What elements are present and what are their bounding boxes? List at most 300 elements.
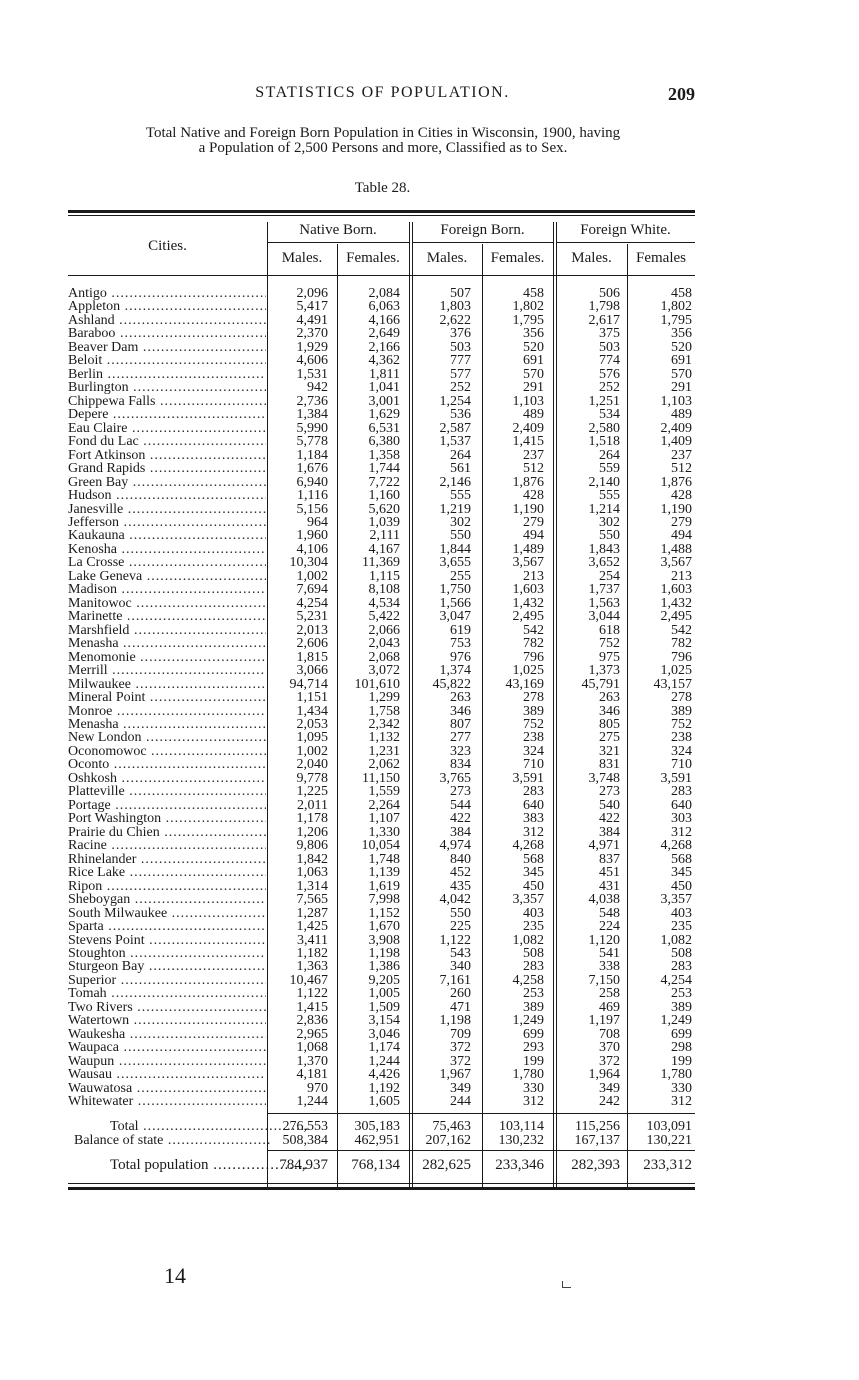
cell: 130,221 bbox=[646, 1133, 692, 1148]
cell: 235 bbox=[523, 919, 544, 935]
cell: 691 bbox=[671, 353, 692, 369]
cell: 4,167 bbox=[368, 541, 400, 557]
cell: 349 bbox=[450, 1080, 471, 1096]
cell: 520 bbox=[671, 339, 692, 355]
cell: 298 bbox=[671, 1040, 692, 1056]
cell: 550 bbox=[450, 528, 471, 544]
table-row bbox=[68, 799, 695, 812]
table-row bbox=[68, 395, 695, 408]
cell: 752 bbox=[599, 636, 620, 652]
cell: 1,795 bbox=[660, 312, 692, 328]
cell: 3,357 bbox=[660, 892, 692, 908]
cell: 1,107 bbox=[368, 811, 400, 827]
cell: 568 bbox=[523, 851, 544, 867]
cell: 1,039 bbox=[368, 514, 400, 530]
cell: 252 bbox=[599, 380, 620, 396]
cell: 312 bbox=[671, 824, 692, 840]
city-name: Milwaukee ..... bbox=[68, 678, 266, 691]
cell: 4,534 bbox=[368, 595, 400, 611]
cell: 1,432 bbox=[660, 595, 692, 611]
cell: 452 bbox=[450, 865, 471, 881]
cell: 1,803 bbox=[439, 299, 471, 315]
cell: 3,154 bbox=[368, 1013, 400, 1029]
cell: 199 bbox=[523, 1053, 544, 1069]
cell: 708 bbox=[599, 1026, 620, 1042]
cell: 303 bbox=[671, 811, 692, 827]
table-row bbox=[68, 731, 695, 744]
cell: 494 bbox=[523, 528, 544, 544]
cell: 1,132 bbox=[368, 730, 400, 746]
caption-line-2: a Population of 2,500 Persons and more, Classified as to Sex. bbox=[198, 140, 568, 156]
table-row bbox=[68, 287, 695, 300]
cell: 264 bbox=[599, 447, 620, 463]
cell: 7,722 bbox=[368, 474, 400, 490]
cell: 293 bbox=[523, 1040, 544, 1056]
header-cities: Cities. bbox=[148, 238, 187, 254]
cell: 4,181 bbox=[296, 1067, 328, 1083]
cell: 3,567 bbox=[512, 555, 544, 571]
table-bottom-rule-thin bbox=[68, 1183, 695, 1184]
cell: 345 bbox=[671, 865, 692, 881]
cell: 3,072 bbox=[368, 663, 400, 679]
print-mark bbox=[562, 1281, 571, 1288]
cell: 278 bbox=[671, 690, 692, 706]
cell: 9,778 bbox=[296, 770, 328, 786]
city-name: Oshkosh ..... bbox=[68, 772, 266, 785]
cell: 422 bbox=[599, 811, 620, 827]
city-name: Tomah ..... bbox=[68, 987, 266, 1000]
city-name: Port Washington ..... bbox=[68, 812, 266, 825]
cell: 2,096 bbox=[296, 286, 328, 301]
running-title: STATISTICS OF POPULATION. bbox=[255, 84, 510, 101]
cell: 233,312 bbox=[643, 1157, 692, 1173]
cell: 4,042 bbox=[439, 892, 471, 908]
cell: 543 bbox=[450, 945, 471, 961]
city-name: Platteville ..... bbox=[68, 785, 266, 798]
cell: 1,005 bbox=[368, 986, 400, 1002]
cell: 540 bbox=[599, 797, 620, 813]
cell: 3,655 bbox=[439, 555, 471, 571]
cell: 1,184 bbox=[296, 447, 328, 463]
cell: 3,567 bbox=[660, 555, 692, 571]
table-row bbox=[68, 960, 695, 973]
cell: 837 bbox=[599, 851, 620, 867]
cell: 6,940 bbox=[296, 474, 328, 490]
cell: 1,603 bbox=[660, 582, 692, 598]
city-name: Janesville ..... bbox=[68, 503, 266, 516]
table-row bbox=[68, 341, 695, 354]
cell: 2,084 bbox=[368, 286, 400, 301]
table-row bbox=[68, 516, 695, 529]
cell: 4,166 bbox=[368, 312, 400, 328]
city-name: Menasha ..... bbox=[68, 637, 266, 650]
table-top-rule bbox=[68, 210, 695, 213]
cell: 5,417 bbox=[296, 299, 328, 315]
table-row bbox=[68, 1055, 695, 1068]
table-top-rule-thin bbox=[68, 215, 695, 216]
table-row bbox=[68, 462, 695, 475]
cell: 1,103 bbox=[512, 393, 544, 409]
cell: 752 bbox=[671, 717, 692, 732]
cell: 1,330 bbox=[368, 824, 400, 840]
cell: 512 bbox=[671, 461, 692, 477]
cell: 1,370 bbox=[296, 1053, 328, 1069]
cell: 6,063 bbox=[368, 299, 400, 315]
city-name: Manitowoc ..... bbox=[68, 597, 266, 610]
cell: 167,137 bbox=[574, 1133, 620, 1148]
cell: 1,415 bbox=[512, 434, 544, 450]
cell: 1,811 bbox=[369, 366, 400, 382]
cell: 389 bbox=[523, 999, 544, 1015]
header-foreign-males: Males. bbox=[426, 250, 468, 266]
cell: 1,249 bbox=[512, 1013, 544, 1029]
cell: 345 bbox=[523, 865, 544, 881]
cell: 4,606 bbox=[296, 353, 328, 369]
cell: 3,765 bbox=[439, 770, 471, 786]
table-row bbox=[68, 705, 695, 718]
total-label: Total ..... bbox=[68, 1120, 308, 1134]
cell: 618 bbox=[599, 622, 620, 638]
table-row bbox=[68, 1134, 695, 1148]
cell: 7,161 bbox=[439, 972, 471, 988]
cell: 4,038 bbox=[588, 892, 620, 908]
cell: 130,232 bbox=[498, 1133, 544, 1148]
cell: 568 bbox=[671, 851, 692, 867]
cell: 2,580 bbox=[588, 420, 620, 436]
cell: 1,095 bbox=[296, 730, 328, 746]
table-row bbox=[68, 920, 695, 933]
cell: 542 bbox=[671, 622, 692, 638]
cell: 375 bbox=[599, 326, 620, 342]
table-title: Table 28. bbox=[354, 180, 411, 196]
cell: 3,044 bbox=[588, 609, 620, 625]
cell: 3,001 bbox=[368, 393, 400, 409]
cell: 1,795 bbox=[512, 312, 544, 328]
table-row bbox=[68, 489, 695, 502]
cell: 2,068 bbox=[368, 649, 400, 665]
cell: 242 bbox=[599, 1094, 620, 1110]
cell: 782 bbox=[671, 636, 692, 652]
cell: 276,553 bbox=[282, 1119, 328, 1134]
cell: 1,386 bbox=[368, 959, 400, 975]
cell: 6,531 bbox=[368, 420, 400, 436]
cell: 273 bbox=[450, 784, 471, 800]
table-row bbox=[68, 812, 695, 825]
city-name: Beaver Dam ..... bbox=[68, 341, 266, 354]
cell: 4,106 bbox=[296, 541, 328, 557]
cell: 255 bbox=[450, 568, 471, 584]
table-row bbox=[68, 529, 695, 542]
table-row bbox=[68, 570, 695, 583]
cell: 640 bbox=[523, 797, 544, 813]
cell: 768,134 bbox=[351, 1157, 400, 1173]
cell: 213 bbox=[523, 568, 544, 584]
cell: 370 bbox=[599, 1040, 620, 1056]
table-row bbox=[68, 772, 695, 785]
table-row bbox=[68, 839, 695, 852]
city-name: Chippewa Falls ..... bbox=[68, 395, 266, 408]
cell: 340 bbox=[450, 959, 471, 975]
cell: 5,620 bbox=[368, 501, 400, 517]
cell: 1,676 bbox=[296, 461, 328, 477]
city-name: Portage ..... bbox=[68, 799, 266, 812]
cell: 372 bbox=[450, 1040, 471, 1056]
cell: 458 bbox=[671, 286, 692, 301]
cell: 235 bbox=[671, 919, 692, 935]
table-row bbox=[68, 624, 695, 637]
cell: 238 bbox=[523, 730, 544, 746]
table-row bbox=[68, 354, 695, 367]
cell: 2,736 bbox=[296, 393, 328, 409]
cell: 805 bbox=[599, 717, 620, 732]
city-name: Lake Geneva ..... bbox=[68, 570, 266, 583]
cell: 1,737 bbox=[588, 582, 620, 598]
cell: 1,225 bbox=[296, 784, 328, 800]
cell: 550 bbox=[450, 905, 471, 921]
cell: 1,251 bbox=[588, 393, 620, 409]
table-row bbox=[68, 947, 695, 960]
table-row bbox=[68, 637, 695, 650]
cell: 3,357 bbox=[512, 892, 544, 908]
cell: 1,537 bbox=[439, 434, 471, 450]
grand-total-block bbox=[68, 1158, 695, 1173]
cell: 7,150 bbox=[588, 972, 620, 988]
cell: 508 bbox=[523, 945, 544, 961]
cell: 11,369 bbox=[362, 555, 400, 571]
cell: 7,565 bbox=[296, 892, 328, 908]
table-row bbox=[68, 597, 695, 610]
cell: 238 bbox=[671, 730, 692, 746]
cell: 1,629 bbox=[368, 407, 400, 423]
cell: 970 bbox=[307, 1080, 328, 1096]
cell: 283 bbox=[671, 959, 692, 975]
city-name: Menomonie ..... bbox=[68, 651, 266, 664]
city-name: Marinette ..... bbox=[68, 610, 266, 623]
cell: 1,249 bbox=[660, 1013, 692, 1029]
cell: 389 bbox=[671, 703, 692, 719]
city-name: Wausau ..... bbox=[68, 1068, 266, 1081]
header-native-born: Native Born. bbox=[299, 222, 377, 238]
table-row bbox=[68, 758, 695, 771]
cell: 450 bbox=[523, 878, 544, 894]
cell: 291 bbox=[523, 380, 544, 396]
cell: 3,908 bbox=[368, 932, 400, 948]
cell: 2,495 bbox=[512, 609, 544, 625]
cell: 555 bbox=[599, 488, 620, 504]
cell: 699 bbox=[671, 1026, 692, 1042]
page-number: 209 bbox=[668, 84, 695, 104]
cell: 2,836 bbox=[296, 1013, 328, 1029]
cell: 1,748 bbox=[368, 851, 400, 867]
city-name: Beloit ..... bbox=[68, 354, 266, 367]
cell: 11,150 bbox=[362, 770, 400, 786]
running-head bbox=[70, 84, 695, 106]
cell: 2,146 bbox=[439, 474, 471, 490]
cell: 1,214 bbox=[588, 501, 620, 517]
cell: 1,082 bbox=[512, 932, 544, 948]
cell: 458 bbox=[523, 286, 544, 301]
cell: 619 bbox=[450, 622, 471, 638]
cell: 1,122 bbox=[439, 932, 471, 948]
city-name: La Crosse ..... bbox=[68, 556, 266, 569]
table-row bbox=[68, 543, 695, 556]
cell: 2,066 bbox=[368, 622, 400, 638]
cell: 5,156 bbox=[296, 501, 328, 517]
cell: 1,287 bbox=[296, 905, 328, 921]
cell: 1,432 bbox=[512, 595, 544, 611]
cell: 559 bbox=[599, 461, 620, 477]
table-row bbox=[68, 503, 695, 516]
cell: 753 bbox=[450, 636, 471, 652]
city-name: Stoughton ..... bbox=[68, 947, 266, 960]
table-row bbox=[68, 1082, 695, 1095]
cell: 1,122 bbox=[296, 986, 328, 1002]
cell: 1,967 bbox=[439, 1067, 471, 1083]
cell: 4,426 bbox=[368, 1067, 400, 1083]
table-row bbox=[68, 785, 695, 798]
cell: 2,342 bbox=[368, 717, 400, 732]
group-rule bbox=[556, 242, 695, 243]
cell: 43,157 bbox=[653, 676, 692, 692]
cell: 541 bbox=[599, 945, 620, 961]
cell: 1,103 bbox=[660, 393, 692, 409]
cell: 4,268 bbox=[512, 838, 544, 854]
cell: 225 bbox=[450, 919, 471, 935]
group-rule bbox=[267, 242, 409, 243]
cell: 1,842 bbox=[296, 851, 328, 867]
table-row bbox=[68, 1068, 695, 1081]
cell: 435 bbox=[450, 878, 471, 894]
cell: 942 bbox=[307, 380, 328, 396]
cell: 3,652 bbox=[588, 555, 620, 571]
cell: 710 bbox=[671, 757, 692, 773]
cell: 283 bbox=[671, 784, 692, 800]
header-foreign-born: Foreign Born. bbox=[440, 222, 525, 238]
cell: 277 bbox=[450, 730, 471, 746]
cell: 1,178 bbox=[296, 811, 328, 827]
cell: 691 bbox=[523, 353, 544, 369]
city-name: Waupaca ..... bbox=[68, 1041, 266, 1054]
city-name: Superior ..... bbox=[68, 974, 266, 987]
cell: 389 bbox=[523, 703, 544, 719]
city-name: Whitewater ..... bbox=[68, 1095, 266, 1108]
cell: 1,244 bbox=[368, 1053, 400, 1069]
cell: 1,488 bbox=[660, 541, 692, 557]
table-row bbox=[68, 408, 695, 421]
city-name: Antigo ..... bbox=[68, 287, 266, 300]
cell: 1,299 bbox=[368, 690, 400, 706]
table-row bbox=[68, 826, 695, 839]
cell: 2,166 bbox=[368, 339, 400, 355]
cell: 346 bbox=[599, 703, 620, 719]
header-native-females: Females. bbox=[346, 250, 400, 266]
cell: 699 bbox=[523, 1026, 544, 1042]
cell: 403 bbox=[523, 905, 544, 921]
cell: 1,876 bbox=[512, 474, 544, 490]
cell: 3,411 bbox=[297, 932, 328, 948]
cell: 503 bbox=[450, 339, 471, 355]
cell: 321 bbox=[599, 743, 620, 759]
cell: 346 bbox=[450, 703, 471, 719]
cell: 9,806 bbox=[296, 838, 328, 854]
cell: 1,758 bbox=[368, 703, 400, 719]
table-row bbox=[68, 934, 695, 947]
city-name: Kenosha ..... bbox=[68, 543, 266, 556]
table-row bbox=[68, 314, 695, 327]
cell: 1,802 bbox=[512, 299, 544, 315]
cell: 2,649 bbox=[368, 326, 400, 342]
cell: 356 bbox=[671, 326, 692, 342]
cell: 10,304 bbox=[289, 555, 328, 571]
city-name: Fort Atkinson ..... bbox=[68, 449, 266, 462]
city-name: Fond du Lac ..... bbox=[68, 435, 266, 448]
cell: 570 bbox=[671, 366, 692, 382]
cell: 2,495 bbox=[660, 609, 692, 625]
cell: 282,625 bbox=[422, 1157, 471, 1173]
table-row bbox=[68, 381, 695, 394]
city-name: Ashland ..... bbox=[68, 314, 266, 327]
cell: 6,380 bbox=[368, 434, 400, 450]
city-name: Kaukauna ..... bbox=[68, 529, 266, 542]
cell: 555 bbox=[450, 488, 471, 504]
cell: 253 bbox=[671, 986, 692, 1002]
cell: 5,231 bbox=[296, 609, 328, 625]
cell: 2,587 bbox=[439, 420, 471, 436]
city-name: Wauwatosa ..... bbox=[68, 1082, 266, 1095]
header-native-males: Males. bbox=[281, 250, 323, 266]
cell: 2,140 bbox=[588, 474, 620, 490]
city-name: Mineral Point ..... bbox=[68, 691, 266, 704]
city-name: Sheboygan ..... bbox=[68, 893, 266, 906]
cell: 964 bbox=[307, 514, 328, 530]
cell: 253 bbox=[523, 986, 544, 1002]
table-row bbox=[68, 1001, 695, 1014]
cell: 43,169 bbox=[505, 676, 544, 692]
header-white-males: Males. bbox=[571, 250, 612, 266]
cell: 1,206 bbox=[296, 824, 328, 840]
table-row bbox=[68, 880, 695, 893]
cell: 831 bbox=[599, 757, 620, 773]
cell: 1,670 bbox=[368, 919, 400, 935]
cell: 2,606 bbox=[296, 636, 328, 652]
cell: 1,415 bbox=[296, 999, 328, 1015]
table-row bbox=[68, 422, 695, 435]
cell: 2,111 bbox=[369, 528, 400, 544]
cell: 10,467 bbox=[289, 972, 328, 988]
cell: 1,182 bbox=[296, 945, 328, 961]
cell: 5,990 bbox=[296, 420, 328, 436]
cell: 101,610 bbox=[354, 676, 400, 692]
table-row bbox=[68, 300, 695, 313]
cell: 1,314 bbox=[296, 878, 328, 894]
cell: 3,591 bbox=[660, 770, 692, 786]
cell: 1,802 bbox=[660, 299, 692, 315]
cell: 94,714 bbox=[289, 676, 328, 692]
city-name: Merrill ..... bbox=[68, 664, 266, 677]
cell: 1,780 bbox=[512, 1067, 544, 1083]
table-row bbox=[68, 1120, 695, 1134]
cell: 1,139 bbox=[368, 865, 400, 881]
grand-total-rule bbox=[267, 1150, 695, 1151]
cell: 1,160 bbox=[368, 488, 400, 504]
city-name: Rhinelander ..... bbox=[68, 853, 266, 866]
cell: 403 bbox=[671, 905, 692, 921]
table-row bbox=[68, 651, 695, 664]
cell: 1,876 bbox=[660, 474, 692, 490]
city-name: Burlington ..... bbox=[68, 381, 266, 394]
header-foreign-females: Females. bbox=[490, 250, 545, 266]
cell: 548 bbox=[599, 905, 620, 921]
